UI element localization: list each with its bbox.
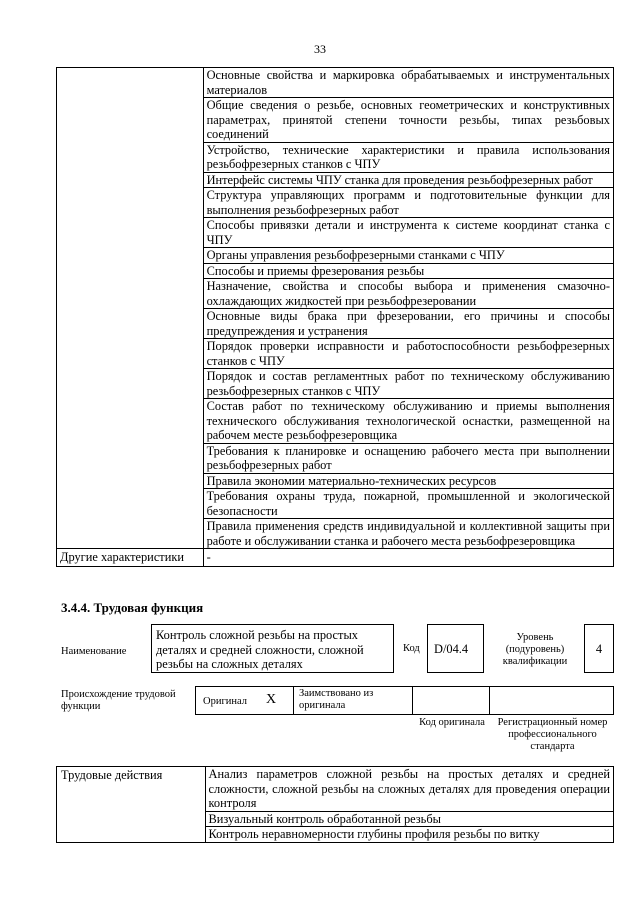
table-row: Требования к планировке и оснащению рабочего места при выполнении резьбофрезерных работ — [203, 443, 613, 473]
original-label: Оригинал — [203, 696, 247, 707]
knowledge-table — [56, 67, 614, 567]
table-row: Способы и приемы фрезерования резьбы — [203, 263, 613, 279]
table-row: Состав работ по техническому обслуживанию и приемы выполнения технического обслуживания технологической оснастки, размещенной на рабочем месте резьбофрезеровщика — [203, 399, 613, 444]
other-characteristics-label: Другие характеристики — [57, 549, 204, 567]
knowledge-label-cell — [57, 68, 204, 549]
table-row: Контроль неравномерности глубины профиля резьбы по витку — [205, 827, 613, 843]
table-row: Структура управляющих программ и подготовительные функции для выполнения резьбофрезерных работ — [203, 188, 613, 218]
table-row: Визуальный контроль обработанной резьбы — [205, 811, 613, 827]
table-row: Требования охраны труда, пожарной, промышленной и экологической безопасности — [203, 489, 613, 519]
level-label: Уровень (подуровень) квалификации — [502, 632, 568, 667]
table-row: Основные свойства и маркировка обрабатываемых и инструментальных материалов — [203, 68, 613, 98]
code-label: Код — [403, 643, 420, 654]
table-row: Назначение, свойства и способы выбора и применения смазочно-охлаждающих жидкостей при резьбофрезеровании — [203, 279, 613, 309]
original-mark: X — [266, 692, 277, 707]
table-row: Общие сведения о резьбе, основных геометрических и конструктивных параметрах, принятой степени точности резьбы, типах резьбовых соединений — [203, 98, 613, 143]
table-row: Устройство, технические характеристики и правила использования резьбофрезерных станков с ЧПУ — [203, 142, 613, 172]
section-heading: 3.4.4. Трудовая функция — [61, 600, 204, 615]
table-row: Порядок и состав регламентных работ по техническому обслуживанию резьбофрезерных станков с ЧПУ — [203, 369, 613, 399]
function-name-value: Контроль сложной резьбы на простых деталях и средней сложности, сложной резьбы на сложных деталях — [151, 624, 394, 673]
origin-row — [195, 686, 614, 715]
function-code-value: D/04.4 — [427, 624, 484, 673]
other-characteristics-value: - — [203, 549, 613, 567]
reg-number-label: Регистрационный номер профессионального стандарта — [497, 717, 608, 752]
table-row: Основные виды брака при фрезеровании, его причины и способы предупреждения и устранения — [203, 309, 613, 339]
cell-divider — [412, 686, 413, 715]
qualification-level-value: 4 — [584, 624, 614, 673]
table-row: Правила экономии материально-технических ресурсов — [203, 473, 613, 489]
labor-actions-label: Трудовые действия — [57, 767, 206, 843]
page-number: 33 — [314, 42, 326, 56]
labor-actions-table — [56, 766, 614, 843]
origin-label: Происхождение трудовой функции — [61, 689, 176, 712]
table-row: Органы управления резьбофрезерными станками с ЧПУ — [203, 248, 613, 264]
cell-divider — [293, 686, 294, 715]
name-label: Наименование — [61, 646, 127, 657]
code-original-label: Код оригинала — [419, 717, 485, 728]
table-row: Правила применения средств индивидуальной и коллективной защиты при работе и обслуживании станка и рабочего места резьбофрезеровщика — [203, 519, 613, 549]
cell-divider — [489, 686, 490, 715]
table-row: Интерфейс системы ЧПУ станка для проведения резьбофрезерных работ — [203, 172, 613, 188]
table-row: Анализ параметров сложной резьбы на простых деталях и средней сложности, сложной резьбы на сложных деталях для проведения операции контроля — [205, 767, 613, 812]
table-row: Способы привязки детали и инструмента к системе координат станка с ЧПУ — [203, 218, 613, 248]
table-row: Порядок проверки исправности и работоспособности резьбофрезерных станков с ЧПУ — [203, 339, 613, 369]
borrowed-label: Заимствовано из оригинала — [299, 688, 374, 711]
